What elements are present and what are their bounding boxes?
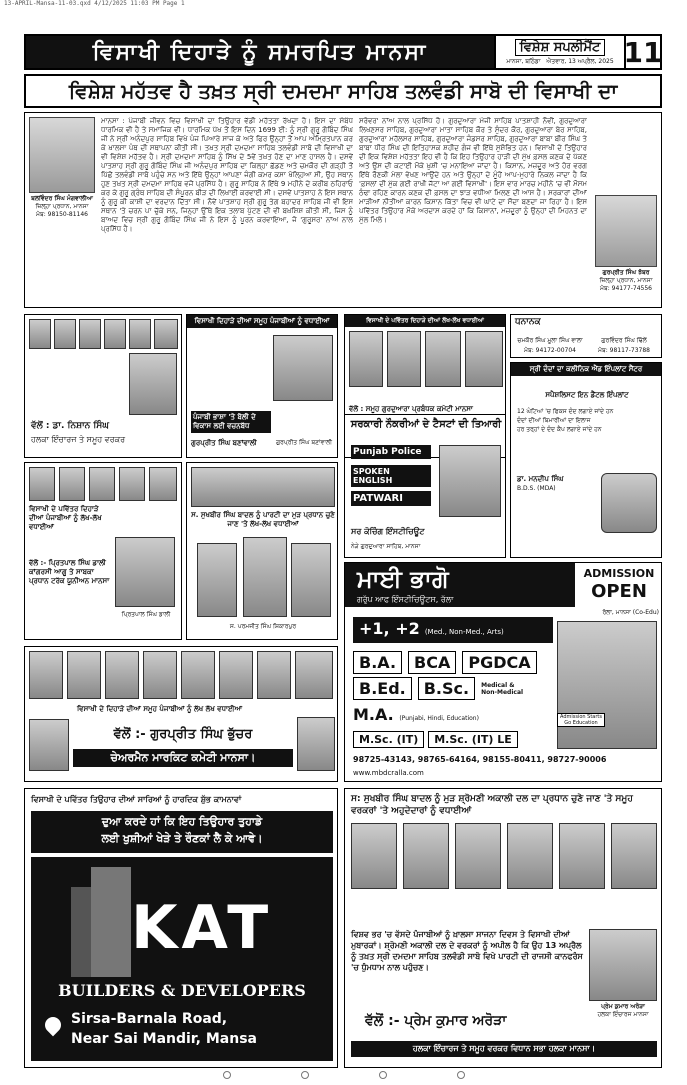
- school-phones: 98725-43143, 98765-64164, 98155-80411, 98727-90006: [353, 755, 607, 764]
- ad-photo-strip: [191, 467, 335, 507]
- author-photo-left: [29, 117, 95, 193]
- ad-photo: [257, 651, 291, 699]
- ad-from: ਵੱਲੋਂ :- ਪ੍ਰਿਤਪਾਲ ਸਿੰਘ ਡਾਲੀ ਕਾਂਗਰਸੀ ਆਗੂ ਤੇ ਸਾਬਕਾ ਪ੍ਰਧਾਨ ਟਰੱਕ ਯੂਨੀਅਨ ਮਾਨਸਾ: [29, 559, 110, 585]
- ad-dental: [510, 362, 662, 558]
- ad-main-photo: [273, 335, 333, 401]
- location-pin-icon: [42, 1014, 65, 1037]
- ad-subheader: ਸਪੈਸ਼ਲਿਸਟ ਇਨ ਡੈਂਟਲ ਇੰਪਲਾਂਟ: [545, 391, 629, 399]
- registration-marks: [0, 1071, 687, 1081]
- ad-dhanak: [510, 314, 662, 358]
- ad-photo: [243, 537, 287, 617]
- kat-address-line2: Near Sai Mandir, Mansa: [71, 1031, 257, 1047]
- course-ma-sub: (Punjabi, Hindi, Education): [399, 715, 479, 722]
- kat-greeting: ਵਿਸਾਖੀ ਦੇ ਪਵਿੱਤਰ ਤਿਉਹਾਰ ਦੀਆਂ ਸਾਰਿਆਂ ਨੂੰ ਹਾਰਦਿਕ ਸ਼ੁੱਭ ਕਾਮਨਾਵਾਂ: [31, 795, 242, 804]
- ad-caption: ਚਮਕੌਰ ਸਿੰਘ ਮੂਲਾ ਸਿੰਘ ਵਾਲਾ: [517, 337, 583, 344]
- ad-photo: [143, 651, 177, 699]
- course-pgdca: PGDCA: [462, 651, 536, 674]
- course-bed: B.Ed.: [353, 677, 412, 700]
- dental-point-list: [517, 407, 657, 434]
- ad-name: ਗੁਰਪ੍ਰੀਤ ਸਿੰਘ ਬਣਾਂਵਾਲੀ: [191, 439, 257, 447]
- ad-photo: [611, 823, 657, 889]
- course-bsc-sub: Medical & Non-Medical: [481, 681, 524, 696]
- ad-main-photo: [129, 353, 177, 415]
- masthead: [24, 34, 662, 70]
- ad-photo: [59, 467, 85, 501]
- ad-photo: [89, 467, 115, 501]
- ad-greeting: ਵਿਸਾਖੀ ਦੇ ਦਿਹਾੜੇ ਦੀਆਂ ਸਮੂਹ ਪੰਜਾਬੀਆਂ ਨੂੰ ਲੱਖ ਲੱਖ ਵਧਾਈਆਂ: [77, 705, 243, 713]
- author-phone-left: ਮੋਬ: 98150-81146: [36, 211, 88, 218]
- ad-header: ਵਿਸਾਖੀ ਦਿਹਾੜੇ ਦੀਆਂ ਸਮੂਹ ਪੰਜਾਬੀਆਂ ਨੂੰ ਵਧਾਈਆਂ: [187, 315, 337, 328]
- ad-phone: ਮੋਬ: 98117-73788: [598, 347, 650, 354]
- ad-header: ਵਿਸਾਖੀ ਦੇ ਪਵਿੱਤਰ ਦਿਹਾੜੇ ਦੀਆਂ ਲੱਖ-ਲੱਖ ਵਧਾਈਆਂ: [345, 315, 505, 327]
- kat-logo-panel: [31, 857, 333, 1061]
- ad-title: ਧਨਾਨਕ: [515, 317, 541, 327]
- ad-header: ਸ੍ਰੀ ਦੰਦਾਂ ਦਾ ਕਲੀਨਿਕ ਐਂਡ ਇੰਪਲਾਂਟ ਸੈਂਟਰ: [511, 363, 661, 376]
- main-headline: ਵਿਸ਼ੇਸ਼ ਮਹੱਤਵ ਹੈ ਤਖ਼ਤ ਸ੍ਰੀ ਦਮਦਮਾ ਸਾਹਿਬ ਤਲਵੰਡੀ ਸਾਬੋ ਦੀ ਵਿਸਾਖੀ ਦਾ: [24, 74, 662, 108]
- ad-photo: [29, 319, 51, 349]
- ad-photo: [154, 319, 178, 349]
- ad-from-title: ਚੇਅਰਮੈਨ ਮਾਰਕਿਟ ਕਮੇਟੀ ਮਾਨਸਾ।: [73, 749, 293, 767]
- ad-photo-caption-sub: ਹਲਕਾ ਇੰਚਾਰਜ ਮਾਨਸਾ: [597, 1011, 649, 1018]
- course-plus-label: +1, +2: [359, 619, 420, 638]
- ad-photo: [295, 651, 333, 699]
- school-website[interactable]: www.mbdcralla.com: [353, 769, 424, 777]
- ad-headline: ਸ. ਸੁਖਬੀਰ ਸਿੰਘ ਬਾਦਲ ਨੂੰ ਪਾਰਟੀ ਦਾ ਮੁੜ ਪ੍ਰਧਾਨ ਚੁਣੇ ਜਾਣ 'ਤੇ ਲੱਖ-ਲੱਖ ਵਧਾਈਆਂ: [191, 511, 335, 528]
- author-phone-right: ਮੋਬ: 94177-74556: [600, 285, 652, 292]
- admission-badge: Admission Starts Go Education: [557, 713, 605, 727]
- supplement-label: ਵਿਸ਼ੇਸ਼ ਸਪਲੀਮੈਂਟ: [515, 39, 606, 56]
- author-sub-left: ਜ਼ਿਲ੍ਹਾ ਪ੍ਰਧਾਨ, ਮਾਨਸਾ: [35, 203, 89, 210]
- akali-appeal: ਵਿਸ਼ਵ ਭਰ 'ਚ ਵੱਸਦੇ ਪੰਜਾਬੀਆਂ ਨੂੰ ਖ਼ਾਲਸਾ ਸਾਜਨਾ ਦਿਵਸ ਤੇ ਵਿਸਾਖੀ ਦੀਆਂ ਮੁਬਾਰਕਾਂ। ਸ਼੍ਰੋਮਣੀ ਅਕਾਲੀ ਦਲ ਦੇ ਵਰਕਰਾਂ ਨੂੰ ਅਪੀਲ ਹੈ ਕਿ ਉਹ 13 ਅਪ੍ਰੈਲ ਨੂੰ ਤਖ਼ਤ ਸ੍ਰੀ ਦਮਦਮਾ ਸਾਹਿਬ ਤਲਵੰਡੀ ਸਾਬੋ ਵਿਖੇ ਪਾਰਟੀ ਦੀ ਰਾਜਸੀ ਕਾਨਫਰੰਸ 'ਚ ਧੁੰਮਧਾਮ ਨਾਲ ਪਹੁੰਚਣ।: [351, 930, 583, 972]
- ad-photo: [54, 319, 76, 349]
- article-column-2: ਸਰੋਵਰ' ਨਾਂਅ ਨਾਲ ਪ੍ਰਸਿੱਧ ਹੈ। ਗੁਰਦੁਆਰਾ ਮੰਜੀ ਸਾਹਿਬ ਪਾਤਸ਼ਾਹੀ ਨੌਵੀਂ, ਗੁਰਦੁਆਰਾ ਲਿਖਣਸਰ ਸਾਹਿਬ, ਗੁਰਦੁਆਰਾ ਮਾਤਾ ਸਾਹਿਬ ਕੌਰ ਤੇ ਸੁੰਦਰ ਕੌਰ, ਗੁਰਦੁਆਰਾ ਬੇਰ ਸਾਹਿਬ, ਗੁਰਦੁਆਰਾ ਮਹੱਲਸਰ ਸਾਹਿਬ, ਗੁਰਦੁਆਰਾ ਜੰਡਸਰ ਸਾਹਿਬ, ਗੁਰਦੁਆਰਾ ਬਾਬਾ ਬੀਰ ਸਿੰਘ ਤੇ ਬਾਬਾ ਧੀਰ ਸਿੰਘ ਦੀ ਇਤਿਹਾਸਕ ਸ਼ਹੀਦ ਗੰਜ ਵੀ ਇੱਥੇ ਸੁਸ਼ੋਭਿਤ ਹਨ। ਵਿਸਾਖੀ ਦੇ ਤਿਉਹਾਰ ਦੀ ਇਕ ਵਿਸ਼ੇਸ਼ ਮਹੱਤਤਾ ਇਹ ਵੀ ਹੈ ਕਿ ਇਹ ਤਿਉਹਾਰ ਹਾੜੀ ਦੀ ਮੁੱਖ ਫ਼ਸਲ ਕਣਕ ਦੇ ਪੱਕਣ ਅਤੇ ਉਸ ਦੀ ਕਟਾਈ ਮੌਕੇ ਖ਼ੁਸ਼ੀ 'ਚ ਮਨਾਇਆ ਜਾਂਦਾ ਹੈ। ਕਿਸਾਨ, ਮਜ਼ਦੂਰ ਅਤੇ ਹੋਰ ਵਰਗ ਇੱਥੇ ਰੌਣਕੀ ਮੇਲਾ ਵੇਖਣ ਆਉਂਦੇ ਹਨ ਅਤੇ ਉਨ੍ਹਾਂ ਦੇ ਮੂੰਹੋਂ ਆਪ-ਮੁਹਾਰੇ ਨਿਕਲ ਜਾਂਦਾ ਹੈ ਕਿ 'ਫ਼ਸਲਾਂ ਦੀ ਮੁੱਕ ਗਈ ਰਾਖੀ ਜੱਟਾ ਆ ਗਈ ਵਿਸਾਖੀ'। ਇਸ ਵਾਰ ਮਾਰਚ ਮਹੀਨੇ 'ਚ ਵੀ ਮੌਸਮ ਠੰਢਾ ਰਹਿਣ ਕਾਰਨ ਕਣਕ ਦੀ ਫ਼ਸਲ ਦਾ ਝਾੜ ਵਧੀਆ ਮਿਲਣ ਦੀ ਆਸ ਹੈ। ਸਰਕਾਰਾਂ ਦੀਆਂ ਮਾੜੀਆਂ ਨੀਤੀਆਂ ਕਾਰਨ ਕਿਸਾਨ ਕਿੱਤਾ ਵਿਚ ਵੀ ਘਾਟੇ ਦਾ ਸੌਦਾ ਬਣਦਾ ਜਾ ਰਿਹਾ ਹੈ। ਇਸ ਪਵਿੱਤਰ ਤਿਉਹਾਰ ਮੌਕੇ ਅਰਦਾਸ ਕਰਦੇ ਹਾਂ ਕਿ ਕਿਸਾਨਾਂ, ਮਜ਼ਦੂਰਾਂ ਨੂੰ ਉਨ੍ਹਾਂ ਦੀ ਮਿਹਨਤ ਦਾ ਮੁੱਲ ਮਿਲੇ।: [359, 117, 587, 224]
- ad-photo: [29, 467, 55, 501]
- masthead-title: ਵਿਸਾਖੀ ਦਿਹਾੜੇ ਨੂੰ ਸਮਰਪਿਤ ਮਾਨਸਾ: [26, 36, 494, 68]
- author-caption-right: ਗੁਰਪ੍ਰੀਤ ਸਿੰਘ ਝੱਬਰ: [602, 269, 650, 276]
- registration-mark-icon: [379, 1071, 387, 1079]
- course-plus: [353, 617, 553, 643]
- ad-from: ਵੱਲੋਂ : ਸਮੂਹ ਗੁਰਦੁਆਰਾ ਪ੍ਰਬੰਧਕ ਕਮੇਟੀ ਮਾਨਸਾ: [349, 405, 473, 413]
- admission-label: ADMISSION: [583, 567, 655, 580]
- students-photo: [557, 621, 657, 749]
- ad-photo: [403, 823, 449, 889]
- course-row-1: [353, 651, 537, 674]
- ad-from-sub: ਹਲਕਾ ਇੰਚਾਰਜ ਤੇ ਸਮੂਹ ਵਰਕਰ: [31, 435, 126, 444]
- ad-photo: [351, 823, 397, 889]
- akali-from-sub: ਹਲਕਾ ਇੰਚਾਰਜ ਤੇ ਸਮੂਹ ਵਰਕਰ ਵਿਧਾਨ ਸਭਾ ਹਲਕਾ ਮਾਨਸਾ।: [351, 1041, 657, 1057]
- ad-banawali: [186, 314, 338, 458]
- dental-point: ਹਰ ਤਰ੍ਹਾਂ ਦੇ ਦੰਦ ਕੈਪ ਲਗਾਏ ਜਾਂਦੇ ਹਨ: [517, 426, 602, 433]
- course-plus-sub: (Med., Non-Med., Arts): [424, 628, 504, 636]
- akali-from: ਵੱਲੋਂ :- ਪ੍ਰੇਮ ਕੁਮਾਰ ਅਰੋੜਾ: [365, 1013, 507, 1029]
- ad-from: ਵੱਲੋਂ : ਡਾ. ਨਿਸ਼ਾਨ ਸਿੰਘ: [31, 421, 109, 431]
- ad-greeting: ਵਿਸਾਖੀ ਦੇ ਪਵਿੱਤਰ ਦਿਹਾੜੇ ਦੀਆਂ ਪੰਜਾਬੀਆਂ ਨੂੰ ਲੱਖ-ਲੱਖ ਵਧਾਈਆਂ: [29, 505, 102, 531]
- ad-phone: ਮੋਬ: 94172-00704: [524, 347, 576, 354]
- course-msc-it: M.Sc. (IT): [353, 731, 424, 748]
- print-slug: 13-APRIL-Mansa-11-03.qxd 4/12/2025 11:03 PM Page 1: [4, 0, 185, 7]
- course-row-2: [353, 677, 531, 700]
- registration-mark-icon: [223, 1071, 231, 1079]
- ad-photo: [349, 331, 383, 387]
- ad-photo: [291, 543, 331, 617]
- ad-main-photo: [589, 929, 657, 1001]
- school-name: ਮਾਈ ਭਾਗੋ: [357, 565, 449, 593]
- ad-sukhbir-badal: [186, 462, 338, 640]
- dental-point: 12 ਘੰਟਿਆਂ 'ਚ ਫਿਕਸ ਦੰਦ ਲਗਾਏ ਜਾਂਦੇ ਹਨ: [517, 408, 614, 415]
- ad-photo: [181, 651, 215, 699]
- ad-photo-caption: ਪ੍ਰੇਮ ਕੁਮਾਰ ਅਰੋੜਾ: [601, 1003, 645, 1010]
- kat-logo: KAT: [131, 893, 273, 963]
- edition-city: ਮਾਨਸਾ, ਬਠਿੰਡਾ: [506, 57, 541, 65]
- ad-kat-builders: [24, 788, 338, 1068]
- ad-from: ਵੱਲੋਂ :- ਗੁਰਪ੍ਰੀਤ ਸਿੰਘ ਭੁੱਚਰ: [113, 727, 253, 742]
- author-photo-right: [595, 195, 657, 267]
- ad-akali-dal: [344, 788, 662, 1068]
- ad-photo: [104, 319, 126, 349]
- school-banner: [345, 563, 575, 607]
- ad-photo: [149, 467, 177, 501]
- course-ba: B.A.: [353, 651, 402, 674]
- course-bsc: B.Sc.: [418, 677, 475, 700]
- ad-main-photo: [439, 445, 501, 517]
- course-patwari: PATWARI: [351, 491, 431, 506]
- building-graphic: [91, 867, 131, 977]
- akali-headline: ਸ: ਸੁਖਬੀਰ ਸਿੰਘ ਬਾਦਲ ਨੂੰ ਮੁੜ ਸ਼੍ਰੋਮਣੀ ਅਕਾਲੀ ਦਲ ਦਾ ਪ੍ਰਧਾਨ ਚੁਣੇ ਜਾਣ 'ਤੇ ਸਮੂਹ ਵਰਕਰਾਂ 'ਤੇ ਅਹੁਦੇਦਾਰਾਂ ਨੂੰ ਵਧਾਈਆਂ: [351, 794, 633, 816]
- school-coedu: ਰੱਲਾ, ਮਾਨਸਾ (Co-Edu): [602, 609, 659, 616]
- ad-address: ਨੇੜੇ ਗੁਰਦੁਆਰਾ ਸਾਹਿਬ, ਮਾਨਸਾ: [351, 543, 421, 550]
- course-ma: M.A.: [353, 705, 394, 724]
- ad-headline: ਸਰਕਾਰੀ ਨੌਕਰੀਆਂ ਦੇ ਟੈਸਟਾਂ ਦੀ ਤਿਆਰੀ: [350, 419, 502, 430]
- ad-photo-caption: ਪ੍ਰਿਤਪਾਲ ਸਿੰਘ ਡਾਲੀ: [121, 611, 171, 618]
- page-number: 11: [623, 35, 663, 69]
- registration-mark-icon: [301, 1071, 309, 1079]
- school-subtitle: ਗਰੁੱਪ ਆਫ ਇੰਸਟੀਚਿਊਟਸ, ਰੱਲਾ: [357, 595, 454, 604]
- ad-photo: [129, 319, 151, 349]
- article-column-1: ਮਾਨਸਾ : ਪੰਜਾਬੀ ਜੀਵਨ ਵਿਚ ਵਿਸਾਖੀ ਦਾ ਤਿਉਹਾਰ ਵੱਡੀ ਮਹੱਤਤਾ ਰੱਖਦਾ ਹੈ। ਇਸ ਦਾ ਸੰਬੰਧ ਧਾਰਮਿਕ ਵੀ ਹੈ ਤੇ ਸਮਾਜਿਕ ਵੀ। ਧਾਰਮਿਕ ਪੱਖ ਤੋਂ ਇਸ ਦਿਨ 1699 ਈ: ਨੂੰ ਸ੍ਰੀ ਗੁਰੂ ਗੋਬਿੰਦ ਸਿੰਘ ਜੀ ਨੇ ਸ੍ਰੀ ਅਨੰਦਪੁਰ ਸਾਹਿਬ ਵਿਖੇ ਪੰਜ ਪਿਆਰੇ ਸਾਜ ਕੇ ਅਤੇ ਫਿਰ ਉਨ੍ਹਾਂ ਤੋਂ ਆਪ ਅੰਮ੍ਰਿਤਪਾਨ ਕਰ ਕੇ ਖ਼ਾਲਸਾ ਪੰਥ ਦੀ ਸਥਾਪਨਾ ਕੀਤੀ ਸੀ। ਤਖ਼ਤ ਸ੍ਰੀ ਦਮਦਮਾ ਸਾਹਿਬ ਤਲਵੰਡੀ ਸਾਬੋ ਦੀ ਵਿਸਾਖੀ ਦਾ ਵੀ ਵਿਸ਼ੇਸ਼ ਮਹੱਤਵ ਹੈ। ਸ੍ਰੀ ਦਮਦਮਾ ਸਾਹਿਬ ਨੂੰ ਸਿੱਖ ਦੇ 5ਵੇਂ ਤਖ਼ਤ ਹੋਣ ਦਾ ਮਾਣ ਹਾਸਲ ਹੈ। ਦਸਵੇਂ ਪਾਤਸ਼ਾਹ ਸ੍ਰੀ ਗੁਰੂ ਗੋਬਿੰਦ ਸਿੰਘ ਜੀ ਅਨੰਦਪੁਰ ਸਾਹਿਬ ਦਾ ਕਿਲ੍ਹਾ ਛੱਡਣ ਅਤੇ ਚਮਕੌਰ ਦੀ ਗੜ੍ਹੀ ਤੋਂ ਪਿੱਛੋਂ ਤਲਵੰਡੀ ਸਾਬੋ ਪਹੁੰਚੇ ਸਨ ਅਤੇ ਇੱਥੇ ਉਨ੍ਹਾਂ ਆਪਣਾ ਜੰਗੀ ਕਮਰ ਕਸਾ ਖੋਲ੍ਹਿਆ ਸੀ, ਉਹ ਸਥਾਨ ਹੁਣ ਤਖ਼ਤ ਸ੍ਰੀ ਦਮਦਮਾ ਸਾਹਿਬ ਵਜੋਂ ਪ੍ਰਸਿੱਧ ਹੈ। ਗੁਰੂ ਸਾਹਿਬ ਨੇ ਇੱਥੇ 9 ਮਹੀਨੇ ਦੇ ਕਰੀਬ ਠਹਿਰਾਓ ਕਰ ਕੇ ਗੁਰੂ ਗ੍ਰੰਥ ਸਾਹਿਬ ਦੀ ਸੰਪੂਰਨ ਬੀੜ ਦੀ ਲਿਖਾਈ ਕਰਵਾਈ ਸੀ। ਦਸਵੇਂ ਪਾਤਸ਼ਾਹ ਨੇ ਇਸ ਸਥਾਨ ਨੂੰ ਗੁਰੂ ਕੀ ਕਾਸ਼ੀ ਦਾ ਵਰਦਾਨ ਦਿੱਤਾ ਸੀ। ਨੌਵੇਂ ਪਾਤਸ਼ਾਹ ਸ੍ਰੀ ਗੁਰੂ ਤੇਗ ਬਹਾਦਰ ਸਾਹਿਬ ਜੀ ਵੀ ਇਸ ਸਥਾਨ 'ਤੇ ਚਰਨ ਪਾ ਚੁੱਕੇ ਸਨ, ਜਿਨ੍ਹਾਂ ਉੱਥੇ ਇਕ ਤਲਾਬ ਪੁੱਟਣ ਦੀ ਵੀ ਬਖ਼ਸ਼ਿਸ਼ ਕੀਤੀ ਸੀ, ਜਿਸ ਨੂੰ ਬਾਅਦ ਵਿਚ ਸ੍ਰੀ ਗੁਰੂ ਗੋਬਿੰਦ ਸਿੰਘ ਜੀ ਨੇ ਇਸ ਨੂੰ ਪੂਰਨ ਕਰਵਾਇਆ, ਜੋ 'ਗੁਰੂਸਰ' ਨਾਂਅ ਨਾਲ ਪ੍ਰਸਿੱਧ ਹੈ।: [101, 117, 353, 233]
- open-label: OPEN: [591, 581, 647, 602]
- main-article: [24, 112, 662, 308]
- ad-photo: [387, 331, 421, 387]
- course-spoken-english: SPOKEN ENGLISH: [351, 465, 431, 487]
- ad-photo: [105, 651, 139, 699]
- ad-photo: [425, 331, 461, 387]
- ad-photo: [79, 319, 101, 349]
- course-row-3: [353, 705, 479, 724]
- ad-dali: [24, 462, 182, 640]
- kat-wish-line2: ਲਈ ਖੁਸ਼ੀਆਂ ਖੇੜੇ ਤੇ ਰੌਣਕਾਂ ਲੈ ਕੇ ਆਵੇ।: [101, 832, 263, 845]
- ad-coaching: [344, 414, 506, 558]
- edition-date: ਐਤਵਾਰ, 13 ਅਪ੍ਰੈਲ, 2025: [546, 57, 614, 65]
- ad-photo: [67, 651, 101, 699]
- kat-address-line1: Sirsa-Barnala Road,: [71, 1011, 228, 1027]
- kat-wish-line1: ਦੁਆ ਕਰਦੇ ਹਾਂ ਕਿ ਇਹ ਤਿਉਹਾਰ ਤੁਹਾਡੇ: [101, 815, 263, 828]
- kat-tagline: BUILDERS & DEVELOPERS: [58, 981, 306, 1000]
- kat-wish: [31, 811, 333, 853]
- doctor-name: ਡਾ. ਮਨਦੀਪ ਸਿੰਘ: [517, 475, 564, 483]
- author-sub-right: ਜ਼ਿਲ੍ਹਾ ਪ੍ਰਧਾਨ, ਮਾਨਸਾ: [599, 277, 653, 284]
- ad-slogan: ਪੰਜਾਬੀ ਭਾਸ਼ਾ 'ਤੇ ਬੋਲੀ ਦੇ ਵਿਕਾਸ ਲਈ ਵਚਨਬੱਧ: [191, 411, 271, 433]
- supplement-box: [494, 36, 624, 68]
- author-caption-left: ਬਲਵਿੰਦਰ ਸਿੰਘ ਮੰਗਵਾਲੀਆ: [31, 195, 93, 202]
- ad-photo: [507, 823, 553, 889]
- ad-bhuchar: [24, 646, 338, 782]
- ad-photo: [297, 717, 335, 771]
- ad-caption: ਸ. ਪਰਮਜੀਤ ਸਿੰਘ ਸ਼ਿਕਾਰਪੁਰ: [229, 623, 297, 630]
- doctor-degree: B.D.S. (MDA): [517, 485, 556, 492]
- ad-photo: [119, 467, 145, 501]
- ad-nishan-singh: [24, 314, 182, 458]
- ad-caption: ਗੁਰਵਿੰਦਰ ਸਿੰਘ ਢਿੱਲੋਂ: [601, 337, 647, 344]
- ad-brand: ਸਰ ਕੋਚਿੰਗ ਇੰਸਟੀਚਿਊਟ: [351, 527, 425, 536]
- ad-main-photo: [115, 537, 175, 607]
- ad-photo-caption: ਗੁਰਪ੍ਰੀਤ ਸਿੰਘ ਬਣਾਂਵਾਲੀ: [275, 439, 333, 446]
- ad-photo: [197, 543, 237, 617]
- ad-photo: [455, 823, 501, 889]
- ad-photo: [29, 719, 69, 771]
- course-bca: BCA: [408, 651, 456, 674]
- dental-point: ਦੰਦਾਂ ਦੀਆਂ ਬਿਮਾਰੀਆਂ ਦਾ ਇਲਾਜ: [517, 417, 591, 424]
- course-msc-it-le: M.Sc. (IT) LE: [428, 731, 518, 748]
- ad-photo: [219, 651, 253, 699]
- teeth-image: [601, 473, 657, 533]
- ad-photo: [29, 651, 63, 699]
- ad-photo: [465, 331, 503, 387]
- course-punjab-police: Punjab Police: [351, 445, 431, 459]
- ad-photo: [559, 823, 605, 889]
- course-row-4: [353, 731, 518, 748]
- ad-mai-bhago: [344, 562, 662, 782]
- registration-mark-icon: [457, 1071, 465, 1079]
